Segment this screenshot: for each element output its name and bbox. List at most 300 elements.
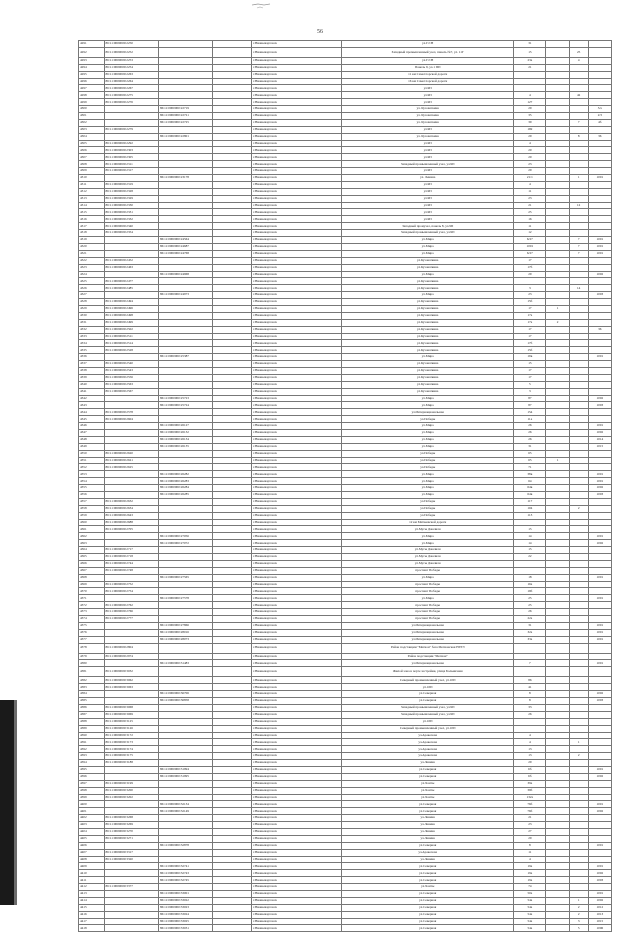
table-cell: 12 bbox=[569, 202, 588, 209]
table-cell: 86:11:0000000:25723 bbox=[158, 395, 212, 402]
table-cell: ул.Кузоваткина bbox=[342, 285, 514, 292]
table-cell: 86:11:0000000:31994 bbox=[158, 766, 212, 773]
table-cell: 6б bbox=[514, 773, 546, 780]
table-cell bbox=[158, 41, 212, 48]
table-cell: 3 bbox=[514, 388, 546, 395]
table-cell bbox=[569, 464, 588, 471]
table-cell bbox=[569, 443, 588, 450]
table-cell: 4311 bbox=[79, 181, 105, 188]
table-cell bbox=[158, 526, 212, 533]
table-cell bbox=[546, 271, 569, 278]
table-row bbox=[79, 216, 612, 223]
table-cell: 4326 bbox=[79, 285, 105, 292]
table-cell: г.Нижневартовск bbox=[252, 622, 342, 629]
table-cell bbox=[213, 409, 252, 416]
table-cell bbox=[569, 188, 588, 195]
table-cell: 4374 bbox=[79, 616, 105, 623]
table-cell: 4344 bbox=[79, 409, 105, 416]
table-cell: 86:11:0000000:2279 bbox=[104, 126, 158, 133]
table-cell: г.Нижневартовск bbox=[252, 890, 342, 897]
table-cell: проспект Победы bbox=[342, 616, 514, 623]
table-cell: ул.Кузоваткина bbox=[342, 278, 514, 285]
table-cell: 86:11:0000000:26134 bbox=[158, 436, 212, 443]
table-cell: ул.Кузоваткина bbox=[342, 347, 514, 354]
table-cell: ул.9П bbox=[342, 126, 514, 133]
table-cell bbox=[546, 485, 569, 492]
table-row bbox=[79, 526, 612, 533]
table-cell bbox=[569, 436, 588, 443]
table-cell: 4360 bbox=[79, 519, 105, 526]
table-cell bbox=[569, 519, 588, 526]
table-cell bbox=[569, 808, 588, 815]
table-row bbox=[79, 925, 612, 932]
table-cell: ул.Северная bbox=[342, 877, 514, 884]
table-cell bbox=[213, 41, 252, 48]
table-row bbox=[79, 250, 612, 257]
table-cell: 86:11:0000000:2329 bbox=[104, 195, 158, 202]
table-cell: 86:11:0000000:22725 bbox=[158, 119, 212, 126]
table-cell bbox=[569, 126, 588, 133]
table-cell bbox=[569, 381, 588, 388]
table-cell: 4396 bbox=[79, 773, 105, 780]
table-cell bbox=[588, 794, 611, 801]
table-cell: 86:11:0000000:2578 bbox=[104, 409, 158, 416]
table-cell bbox=[158, 787, 212, 794]
table-cell: г.Нижневартовск bbox=[252, 450, 342, 457]
table-cell bbox=[158, 677, 212, 684]
table-cell: 4350 bbox=[79, 450, 105, 457]
table-cell: ул.9П bbox=[342, 195, 514, 202]
table-cell: 1 bbox=[569, 739, 588, 746]
table-cell bbox=[546, 581, 569, 588]
table-cell bbox=[158, 794, 212, 801]
table-cell bbox=[569, 766, 588, 773]
table-cell: 86:11:0000000:2331 bbox=[104, 209, 158, 216]
table-cell bbox=[158, 554, 212, 561]
table-cell: г.Нижневартовск bbox=[252, 588, 342, 595]
table-cell bbox=[104, 471, 158, 478]
table-cell bbox=[588, 41, 611, 48]
table-cell: ул.Мира bbox=[342, 243, 514, 250]
table-cell bbox=[213, 540, 252, 547]
table-cell bbox=[514, 718, 546, 725]
table-cell bbox=[514, 567, 546, 574]
table-cell: 86:11:0000000:32741 bbox=[158, 863, 212, 870]
table-row bbox=[79, 443, 612, 450]
table-cell: г.Нижневартовск bbox=[252, 113, 342, 120]
table-row bbox=[79, 842, 612, 849]
table-row bbox=[79, 684, 612, 691]
table-cell: 4406 bbox=[79, 842, 105, 849]
table-cell bbox=[546, 698, 569, 705]
table-cell bbox=[104, 773, 158, 780]
table-cell: г.Нижневартовск bbox=[252, 133, 342, 140]
table-cell bbox=[588, 512, 611, 519]
table-cell: 1001 bbox=[588, 622, 611, 629]
table-row bbox=[79, 126, 612, 133]
table-cell: 4327 bbox=[79, 292, 105, 299]
table-cell bbox=[588, 78, 611, 85]
table-cell: 86:11:0000000:24564 bbox=[158, 237, 212, 244]
table-cell: 4341 bbox=[79, 388, 105, 395]
table-cell: г.Нижневартовск bbox=[252, 856, 342, 863]
table-cell bbox=[158, 147, 212, 154]
table-cell: г.Нижневартовск bbox=[252, 667, 342, 677]
table-cell bbox=[213, 766, 252, 773]
table-cell bbox=[213, 354, 252, 361]
table-cell: г.Нижневартовск bbox=[252, 828, 342, 835]
table-cell: 20 bbox=[514, 147, 546, 154]
table-cell: 86:11:0000000:33025 bbox=[158, 918, 212, 925]
table-cell bbox=[546, 884, 569, 891]
table-cell bbox=[569, 354, 588, 361]
table-cell bbox=[104, 622, 158, 629]
table-cell: 1001 bbox=[588, 243, 611, 250]
table-cell bbox=[158, 230, 212, 237]
table-cell bbox=[569, 815, 588, 822]
table-cell bbox=[546, 216, 569, 223]
table-cell bbox=[588, 257, 611, 264]
table-cell: 4291 bbox=[79, 41, 105, 48]
table-cell bbox=[158, 828, 212, 835]
table-cell: 86:11:0000000:2563 bbox=[104, 381, 158, 388]
table-row bbox=[79, 175, 612, 182]
table-cell: 86:11:0000000:3032 bbox=[104, 667, 158, 677]
table-cell bbox=[569, 602, 588, 609]
table-row bbox=[79, 278, 612, 285]
table-cell: ул.Ханты bbox=[342, 780, 514, 787]
table-cell bbox=[514, 667, 546, 677]
table-cell: 86:11:0000000:3270 bbox=[104, 828, 158, 835]
table-cell: 22 bbox=[514, 554, 546, 561]
table-cell: г.Нижневартовск bbox=[252, 457, 342, 464]
table-cell: г.Нижневартовск bbox=[252, 794, 342, 801]
table-cell: 4381 bbox=[79, 667, 105, 677]
table-cell bbox=[104, 636, 158, 643]
table-cell bbox=[569, 409, 588, 416]
table-cell: 1001 bbox=[588, 237, 611, 244]
table-cell bbox=[104, 801, 158, 808]
table-cell: 4385 bbox=[79, 698, 105, 705]
table-cell: ул.Мусы Джалиля bbox=[342, 526, 514, 533]
table-cell bbox=[588, 526, 611, 533]
table-cell bbox=[569, 547, 588, 554]
table-cell bbox=[158, 684, 212, 691]
table-cell bbox=[158, 547, 212, 554]
table-cell: г.Нижневартовск bbox=[252, 443, 342, 450]
table-cell bbox=[158, 815, 212, 822]
table-row bbox=[79, 202, 612, 209]
table-cell bbox=[588, 856, 611, 863]
table-cell: 86:11:0000000:32878 bbox=[158, 842, 212, 849]
table-cell: ул.9П bbox=[342, 188, 514, 195]
table-cell bbox=[546, 842, 569, 849]
table-cell: 54а bbox=[514, 911, 546, 918]
table-cell: 1001 bbox=[588, 595, 611, 602]
table-cell: г.Нижневартовск bbox=[252, 147, 342, 154]
table-cell bbox=[546, 471, 569, 478]
table-cell bbox=[588, 299, 611, 306]
table-cell bbox=[158, 653, 212, 660]
table-cell: 4383 bbox=[79, 684, 105, 691]
table-cell bbox=[569, 794, 588, 801]
table-row bbox=[79, 119, 612, 126]
table-cell bbox=[546, 519, 569, 526]
table-cell bbox=[546, 113, 569, 120]
table-cell: 86:11:0000000:32134 bbox=[158, 801, 212, 808]
table-cell: 4404 bbox=[79, 828, 105, 835]
table-row bbox=[79, 602, 612, 609]
table-cell: 86:11:0000000:2502 bbox=[104, 326, 158, 333]
table-cell bbox=[569, 161, 588, 168]
table-cell: 86:11:0000000:23178 bbox=[158, 175, 212, 182]
table-cell: г.Нижневартовск bbox=[252, 595, 342, 602]
table-row bbox=[79, 760, 612, 767]
table-cell: 86:11:0000000:2744 bbox=[104, 560, 158, 567]
table-cell bbox=[158, 519, 212, 526]
table-cell: г.Нижневартовск bbox=[252, 106, 342, 113]
table-cell bbox=[213, 230, 252, 237]
table-cell: 12 bbox=[514, 230, 546, 237]
table-cell: ул.Северная bbox=[342, 918, 514, 925]
table-cell bbox=[546, 773, 569, 780]
table-cell: 86:11:0000000:2317 bbox=[104, 168, 158, 175]
table-cell: ул.Мира bbox=[342, 395, 514, 402]
table-cell bbox=[158, 746, 212, 753]
table-row bbox=[79, 429, 612, 436]
table-cell bbox=[569, 195, 588, 202]
table-cell: 86:11:0000000:24687 bbox=[158, 243, 212, 250]
table-cell bbox=[213, 57, 252, 64]
table-row bbox=[79, 595, 612, 602]
table-cell bbox=[104, 533, 158, 540]
table-cell: 86:11:0000000:2332 bbox=[104, 216, 158, 223]
table-cell: ул.Мира bbox=[342, 237, 514, 244]
table-row bbox=[79, 402, 612, 409]
table-row bbox=[79, 271, 612, 278]
table-cell bbox=[158, 835, 212, 842]
table-cell bbox=[588, 704, 611, 711]
table-cell: 8 bbox=[569, 133, 588, 140]
table-cell: 4337 bbox=[79, 361, 105, 368]
table-cell bbox=[588, 285, 611, 292]
table-row bbox=[79, 147, 612, 154]
table-cell: 4303 bbox=[79, 126, 105, 133]
table-cell bbox=[546, 616, 569, 623]
table-row bbox=[79, 113, 612, 120]
table-cell bbox=[569, 870, 588, 877]
table-cell bbox=[588, 367, 611, 374]
table-row bbox=[79, 766, 612, 773]
table-cell bbox=[546, 175, 569, 182]
table-cell bbox=[158, 47, 212, 57]
table-cell bbox=[546, 264, 569, 271]
table-cell: 86:11:0000000:33001 bbox=[158, 890, 212, 897]
table-cell: 1001 bbox=[588, 863, 611, 870]
table-cell: 39б bbox=[514, 787, 546, 794]
table-cell: 3 bbox=[569, 918, 588, 925]
table-cell bbox=[588, 230, 611, 237]
table-row bbox=[79, 161, 612, 168]
table-cell: 19а bbox=[514, 863, 546, 870]
table-cell: ул.Кузоваткина bbox=[342, 374, 514, 381]
table-cell bbox=[213, 340, 252, 347]
table-cell: г.Нижневартовск bbox=[252, 863, 342, 870]
table-cell: 15 bbox=[514, 547, 546, 554]
table-row bbox=[79, 567, 612, 574]
table-cell bbox=[588, 602, 611, 609]
table-cell bbox=[158, 99, 212, 106]
table-cell bbox=[546, 257, 569, 264]
table-cell bbox=[588, 780, 611, 787]
table-row bbox=[79, 691, 612, 698]
table-row bbox=[79, 485, 612, 492]
table-cell: ул.Мусы Джалиля bbox=[342, 560, 514, 567]
table-cell bbox=[546, 677, 569, 684]
table-cell: 86:11:0000000:3174 bbox=[104, 746, 158, 753]
table-cell: ул.Ленина bbox=[342, 760, 514, 767]
table-cell bbox=[104, 119, 158, 126]
table-row bbox=[79, 243, 612, 250]
table-cell: 13 bbox=[514, 753, 546, 760]
table-cell bbox=[546, 409, 569, 416]
table-cell bbox=[588, 457, 611, 464]
table-cell: 17 bbox=[514, 257, 546, 264]
table-cell bbox=[213, 264, 252, 271]
table-cell: ул.Кузоваткина bbox=[342, 333, 514, 340]
table-row bbox=[79, 897, 612, 904]
table-cell: 2 bbox=[569, 904, 588, 911]
table-row bbox=[79, 64, 612, 71]
table-cell: 4412 bbox=[79, 884, 105, 891]
table-cell bbox=[213, 485, 252, 492]
table-cell bbox=[546, 540, 569, 547]
table-row bbox=[79, 140, 612, 147]
table-cell bbox=[213, 223, 252, 230]
table-cell bbox=[213, 498, 252, 505]
table-cell: 4333 bbox=[79, 333, 105, 340]
table-cell bbox=[569, 787, 588, 794]
table-cell: г.Нижневартовск bbox=[252, 471, 342, 478]
table-cell: 1001 bbox=[588, 354, 611, 361]
table-cell: 4 bbox=[514, 739, 546, 746]
table-cell: 19в bbox=[514, 354, 546, 361]
table-cell bbox=[213, 209, 252, 216]
table-cell: ул.Мира bbox=[342, 574, 514, 581]
table-cell bbox=[588, 361, 611, 368]
table-cell bbox=[569, 609, 588, 616]
table-cell bbox=[569, 835, 588, 842]
table-cell: 4297 bbox=[79, 85, 105, 92]
table-cell: ул.Ханты bbox=[342, 794, 514, 801]
table-cell: 1003 bbox=[588, 698, 611, 705]
table-cell: 16 км Самотлорской дороги bbox=[342, 78, 514, 85]
table-cell: проспект Победы bbox=[342, 588, 514, 595]
table-row bbox=[79, 374, 612, 381]
table-cell: 4353 bbox=[79, 471, 105, 478]
table-cell bbox=[514, 78, 546, 85]
table-row bbox=[79, 660, 612, 667]
table-cell: 17 bbox=[514, 367, 546, 374]
table-row bbox=[79, 388, 612, 395]
table-cell bbox=[588, 381, 611, 388]
table-cell bbox=[546, 622, 569, 629]
table-cell bbox=[569, 140, 588, 147]
table-cell: 154 bbox=[514, 409, 546, 416]
table-cell: г.Нижневартовск bbox=[252, 925, 342, 932]
table-cell: 4397 bbox=[79, 780, 105, 787]
table-cell: ул.Победы bbox=[342, 505, 514, 512]
table-cell: 1002 bbox=[588, 808, 611, 815]
table-cell: 86:11:0000000:2514 bbox=[104, 340, 158, 347]
table-cell: ул.Кузоваткина bbox=[342, 319, 514, 326]
table-cell: г.Нижневартовск bbox=[252, 312, 342, 319]
table-cell: 86:11:0000000:2253 bbox=[104, 57, 158, 64]
table-cell: 4405 bbox=[79, 835, 105, 842]
table-cell: 4342 bbox=[79, 395, 105, 402]
table-cell bbox=[569, 660, 588, 667]
table-cell bbox=[514, 85, 546, 92]
table-cell: 4334 bbox=[79, 340, 105, 347]
table-cell bbox=[588, 140, 611, 147]
table-cell bbox=[213, 890, 252, 897]
table-cell: г.Нижневартовск bbox=[252, 209, 342, 216]
table-cell: 86:11:0000000:26282 bbox=[158, 471, 212, 478]
table-cell: 4348 bbox=[79, 436, 105, 443]
table-cell: 86:11:0000000:2718 bbox=[104, 554, 158, 561]
table-cell: 31 bbox=[514, 622, 546, 629]
table-cell bbox=[158, 711, 212, 718]
table-cell: 4301 bbox=[79, 113, 105, 120]
table-cell: ул.Ханты bbox=[342, 787, 514, 794]
table-row bbox=[79, 540, 612, 547]
table-cell bbox=[546, 478, 569, 485]
table-cell: 25 bbox=[569, 47, 588, 57]
table-cell: 86:11:0000000:24973 bbox=[158, 292, 212, 299]
table-row bbox=[79, 512, 612, 519]
table-cell: 86 bbox=[514, 677, 546, 684]
table-cell: 76б bbox=[514, 801, 546, 808]
table-row bbox=[79, 78, 612, 85]
table-cell: 86:11:0000000:2463 bbox=[104, 264, 158, 271]
table-cell: г.Нижневартовск bbox=[252, 691, 342, 698]
table-cell: 26 bbox=[514, 423, 546, 430]
table-cell: г.Нижневартовск bbox=[252, 92, 342, 99]
table-cell: 86:11:0000000:27056 bbox=[158, 533, 212, 540]
table-cell: 5 bbox=[569, 925, 588, 932]
table-cell: 4319 bbox=[79, 237, 105, 244]
table-cell bbox=[158, 616, 212, 623]
table-cell bbox=[588, 567, 611, 574]
table-cell bbox=[213, 216, 252, 223]
table-cell bbox=[213, 904, 252, 911]
table-cell bbox=[104, 423, 158, 430]
table-cell bbox=[546, 492, 569, 499]
table-cell bbox=[546, 71, 569, 78]
table-cell bbox=[158, 567, 212, 574]
table-cell bbox=[213, 863, 252, 870]
table-cell bbox=[569, 478, 588, 485]
table-cell: 86:11:0000000:2777 bbox=[104, 616, 158, 623]
table-cell bbox=[213, 667, 252, 677]
table-cell bbox=[569, 574, 588, 581]
table-cell: 4331 bbox=[79, 319, 105, 326]
table-cell: 17б bbox=[514, 340, 546, 347]
table-cell bbox=[588, 725, 611, 732]
table-cell: г.Нижневартовск bbox=[252, 237, 342, 244]
table-cell: 6/27 bbox=[514, 250, 546, 257]
table-cell bbox=[546, 746, 569, 753]
